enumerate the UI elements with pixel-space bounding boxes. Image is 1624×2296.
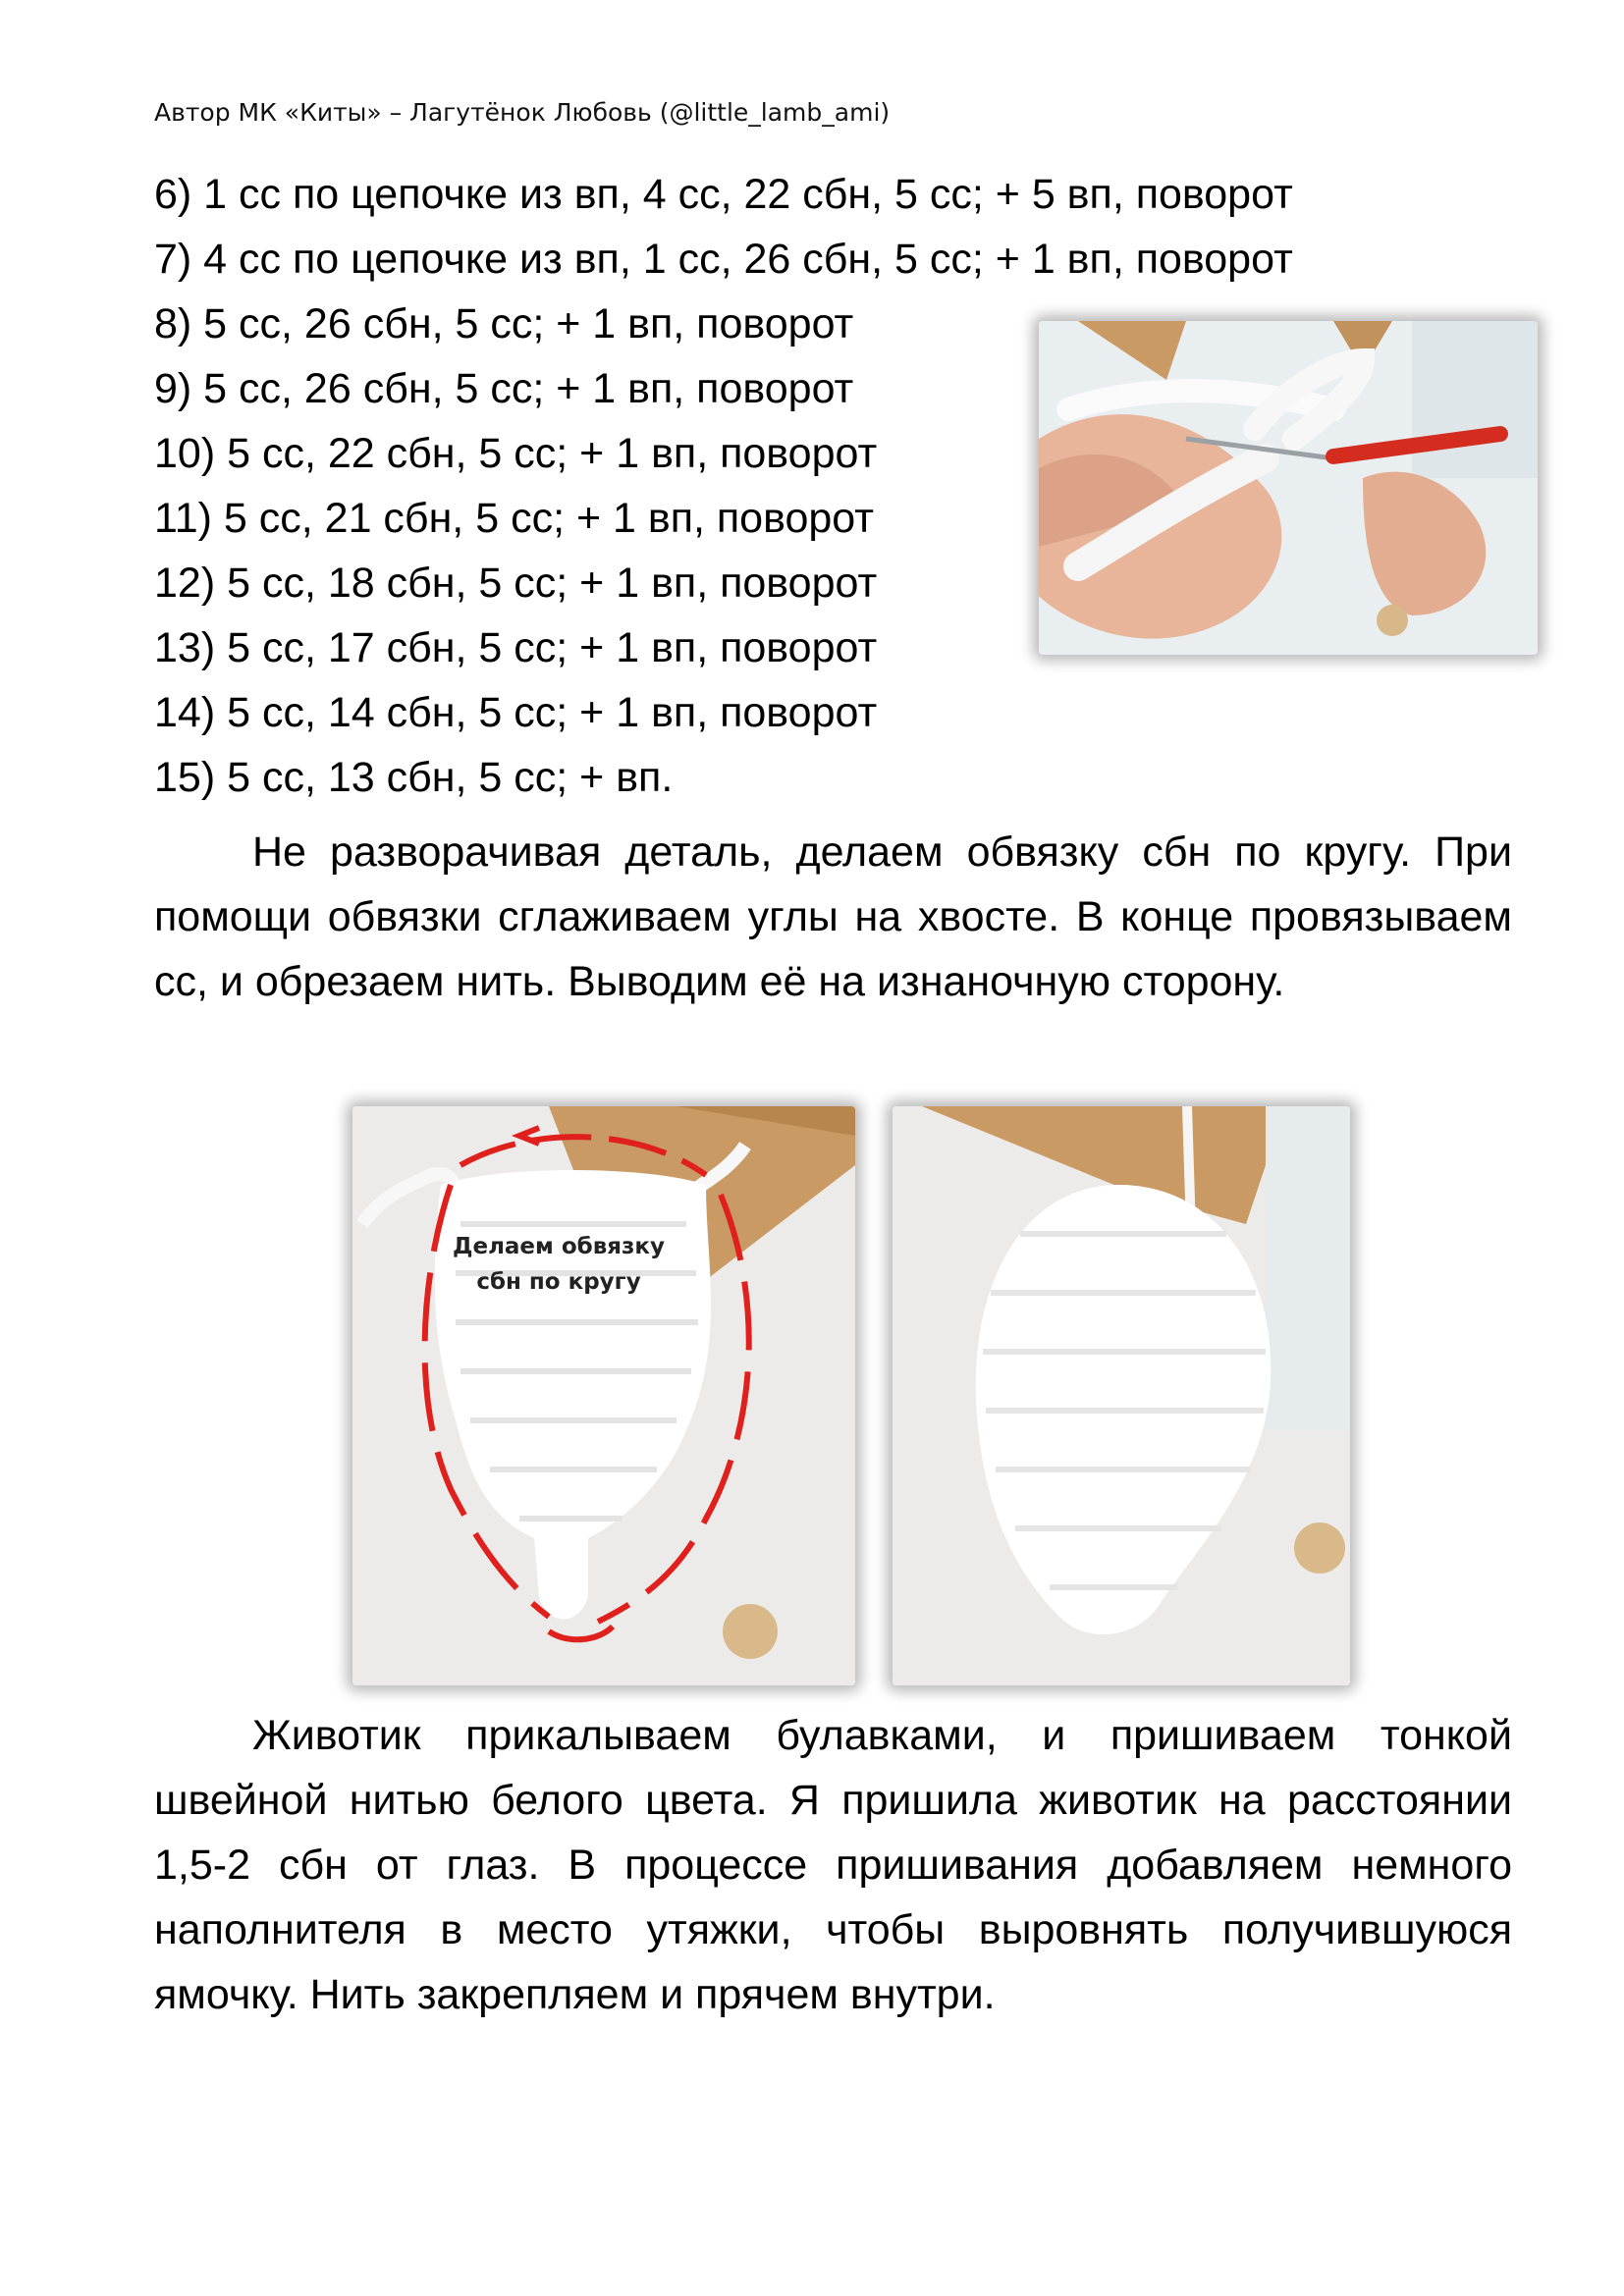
- annotation-line-2: сбн по кругу: [476, 1269, 641, 1295]
- annotation-line-1: Делаем обвязку: [452, 1234, 665, 1259]
- pattern-row-8: 8) 5 сс, 26 сбн, 5 сс; + 1 вп, поворот: [154, 300, 854, 347]
- pattern-row-10: 10) 5 сс, 22 сбн, 5 сс; + 1 вп, поворот: [154, 430, 878, 477]
- paragraph-edging: Не разворачивая деталь, делаем обвязку сбн по кругу. При помощи обвязки сглаживаем углы на хвосте. В конце провязываем сс, и обрезаем нить. Выводим её на изнаночную сторону.: [154, 828, 1512, 1005]
- outline-annotation: [411, 1229, 706, 1300]
- pattern-row-12: 12) 5 сс, 18 сбн, 5 сс; + 1 вп, поворот: [154, 560, 878, 607]
- paragraph-sewing: Животик прикалываем булавками, и пришиваем тонкой швейной нитью белого цвета. Я пришила животик на расстоянии 1,5-2 сбн от глаз. В процессе пришивания добавляем немного наполнителя в место утяжки, чтобы выровнять получившуюся ямочку. Нить закрепляем и прячем внутри.: [154, 1712, 1512, 2018]
- piece-with-outline-photo: [352, 1106, 855, 1685]
- page-header: Автор МК «Киты» – Лагутёнок Любовь (@little_lamb_ami): [154, 98, 891, 127]
- pattern-row-13: 13) 5 сс, 17 сбн, 5 сс; + 1 вп, поворот: [154, 624, 878, 671]
- pattern-row-11: 11) 5 сс, 21 сбн, 5 сс; + 1 вп, поворот: [154, 495, 874, 542]
- pattern-row-14: 14) 5 сс, 14 сбн, 5 сс; + 1 вп, поворот: [154, 689, 878, 736]
- hook-in-hand-photo: [1039, 321, 1538, 655]
- pattern-row-15: 15) 5 сс, 13 сбн, 5 сс; + вп.: [154, 754, 674, 801]
- pattern-row-7: 7) 4 сс по цепочке из вп, 1 сс, 26 сбн, 5 сс; + 1 вп, поворот: [154, 236, 1293, 283]
- finished-piece-photo: [893, 1106, 1350, 1685]
- pattern-row-6: 6) 1 сс по цепочке из вп, 4 сс, 22 сбн, 5 сс; + 5 вп, поворот: [154, 171, 1293, 218]
- pattern-row-9: 9) 5 сс, 26 сбн, 5 сс; + 1 вп, поворот: [154, 365, 854, 412]
